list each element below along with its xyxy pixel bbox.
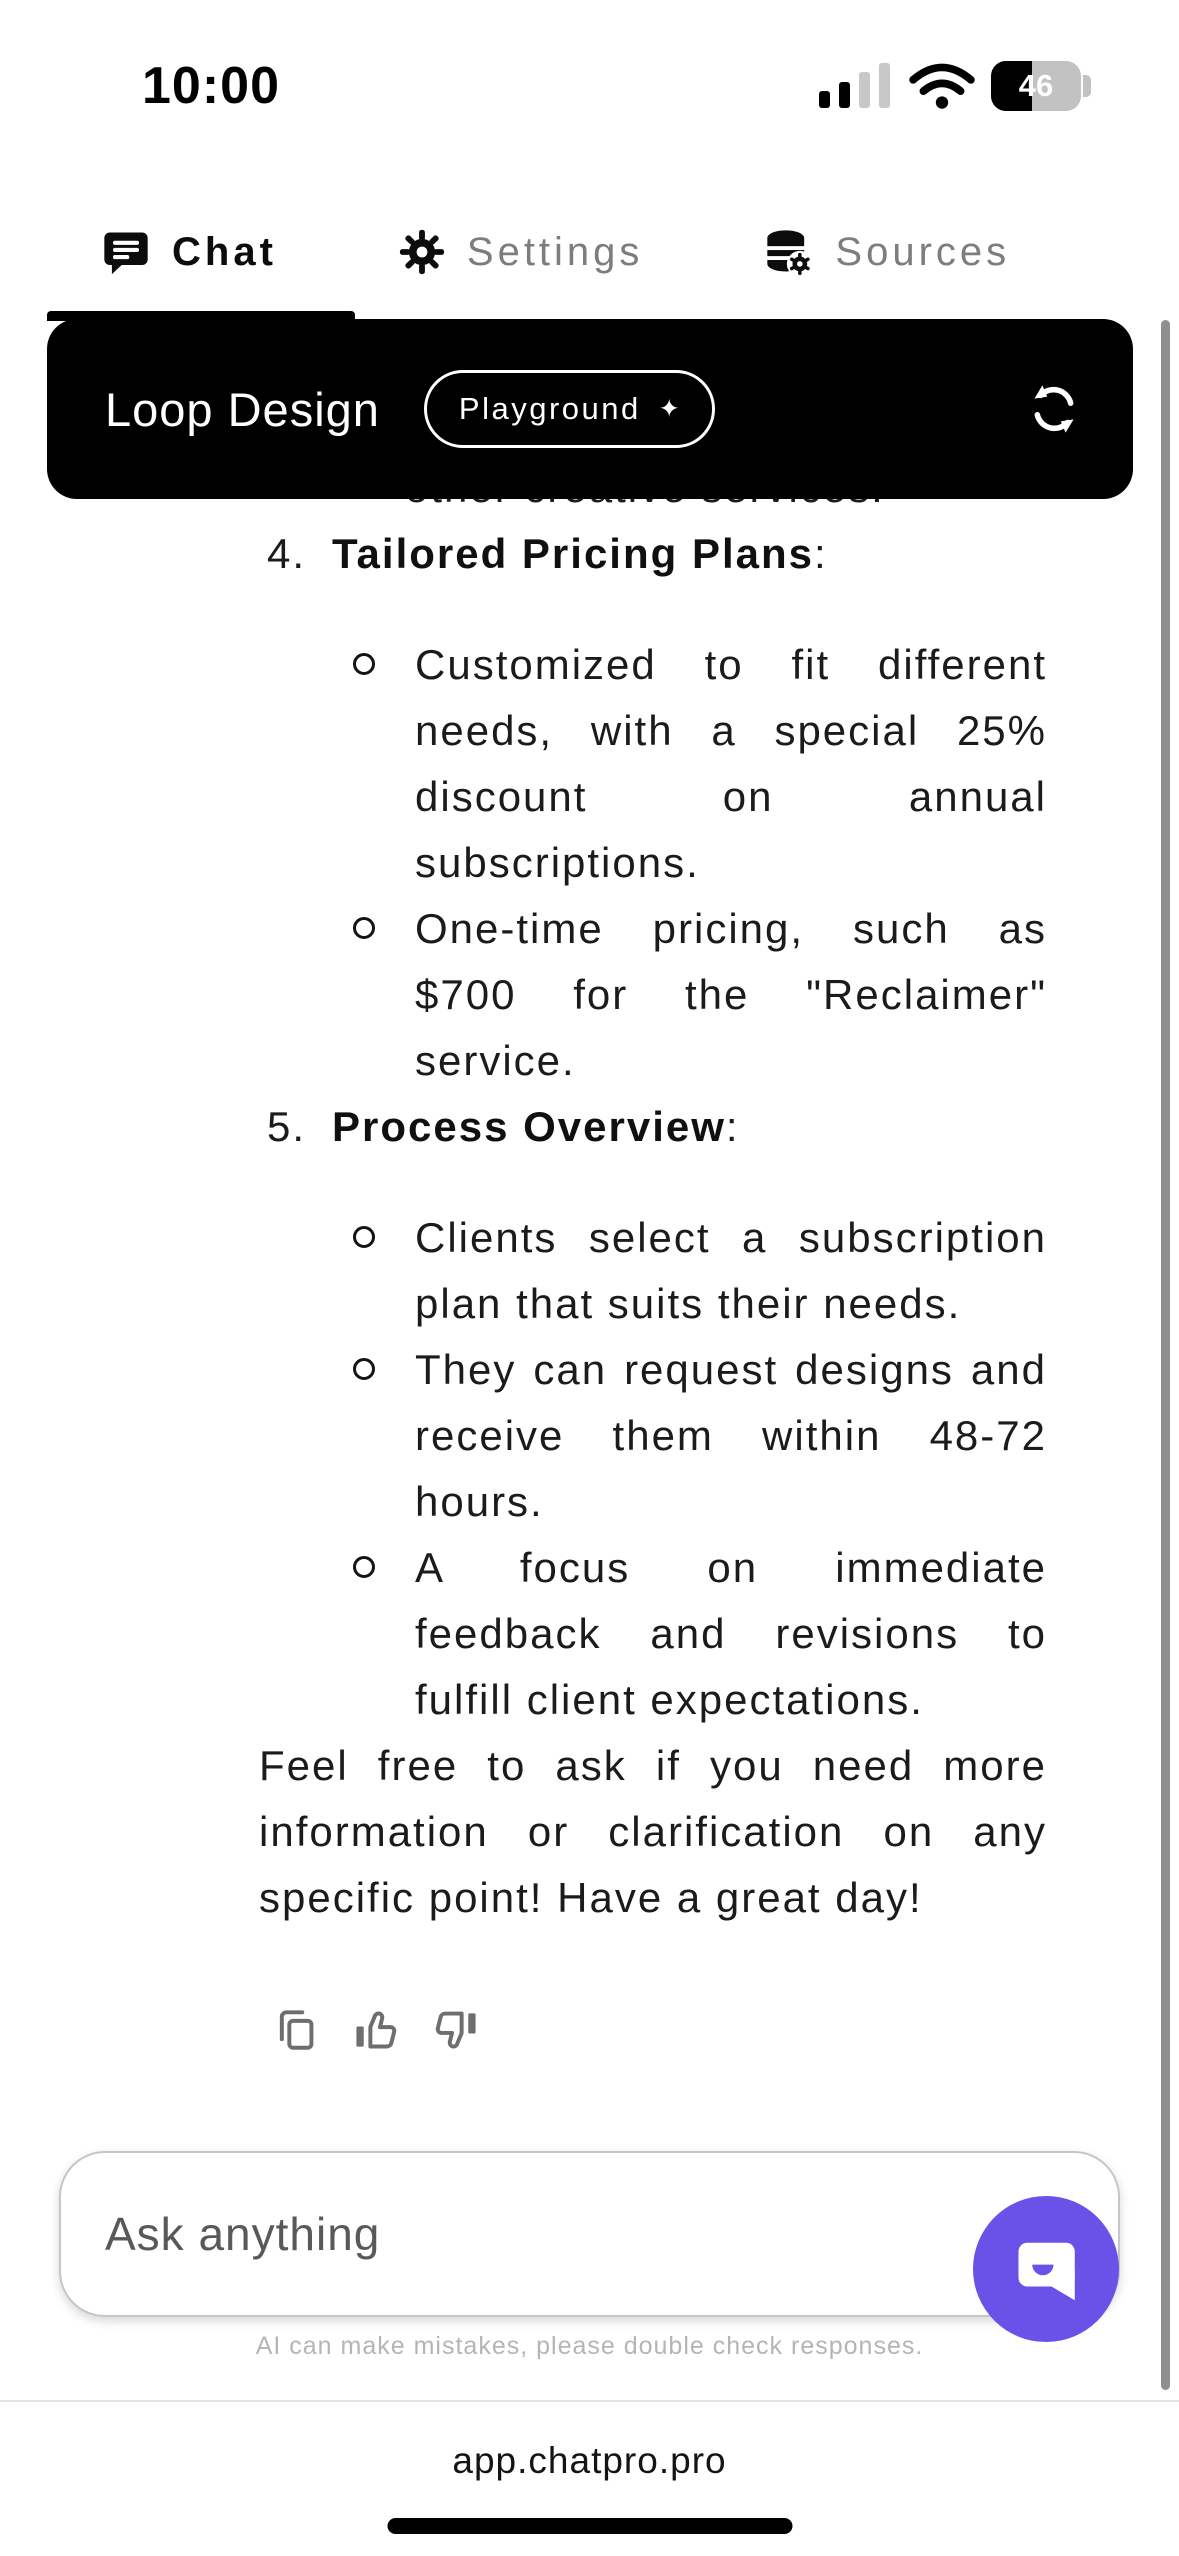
tab-settings-label: Settings — [466, 229, 644, 274]
cellular-signal-icon — [819, 60, 893, 112]
database-icon — [763, 226, 815, 278]
list-title: Tailored Pricing Plans — [332, 530, 815, 577]
battery-nub — [1083, 75, 1091, 97]
tab-chat[interactable] — [100, 226, 277, 278]
scrollbar-thumb[interactable] — [1161, 320, 1170, 2390]
list-item-heading-5 — [259, 1094, 1047, 1160]
tab-bar — [100, 212, 1179, 292]
status-icons — [819, 60, 1091, 112]
bullet-item: Clients select a subscription plan that suits their needs. — [259, 1205, 1047, 1337]
thumbs-up-button[interactable] — [351, 2005, 401, 2055]
bullet-item: Customized to fit different needs, with a special 25% discount on annual subscriptions. — [259, 632, 1047, 896]
gear-icon — [397, 227, 447, 277]
list-item-heading-4 — [259, 521, 1047, 587]
tab-sources-label: Sources — [835, 229, 1011, 274]
chat-bubble-smile-icon — [1006, 2229, 1086, 2309]
battery-percent: 46 — [1018, 68, 1054, 103]
thumbs-down-icon — [431, 2005, 481, 2055]
thumbs-down-button[interactable] — [431, 2005, 481, 2055]
copy-button[interactable] — [271, 2005, 321, 2055]
browser-bottom-bar — [0, 2400, 1179, 2556]
copy-icon — [271, 2005, 321, 2055]
playground-button[interactable] — [424, 370, 715, 448]
heading-colon: : — [725, 1103, 740, 1150]
playground-label: Playground — [458, 391, 641, 426]
bullet-item: A focus on immediate feedback and revisions to fulfill client expectations. — [259, 1535, 1047, 1733]
active-tab-indicator — [47, 311, 355, 321]
sparkle-icon: ✦ — [658, 395, 680, 423]
status-bar — [0, 42, 1179, 132]
battery-indicator — [991, 61, 1091, 111]
bullet-item: They can request designs and receive them within 48-72 hours. — [259, 1337, 1047, 1535]
tab-sources[interactable] — [763, 226, 1010, 278]
refresh-button[interactable] — [1025, 380, 1083, 438]
closing-paragraph: Feel free to ask if you need more information or clarification on any specific point! Have a great day! — [259, 1742, 1047, 1921]
page-title: Loop Design — [105, 382, 380, 436]
assistant-message — [259, 455, 1047, 2055]
list-number: 5. — [267, 1103, 307, 1150]
chat-bubble-icon — [100, 226, 152, 278]
status-time: 10:00 — [142, 57, 280, 115]
heading-colon: : — [814, 530, 828, 577]
home-indicator[interactable] — [387, 2518, 792, 2534]
composer — [59, 2151, 1120, 2317]
refresh-icon — [1025, 380, 1083, 438]
chat-header — [47, 319, 1133, 499]
tab-chat-label: Chat — [172, 229, 277, 274]
bullet-item: One-time pricing, such as $700 for the "Reclaimer" service. — [259, 896, 1047, 1094]
message-actions — [271, 2005, 1047, 2055]
thumbs-up-icon — [351, 2005, 401, 2055]
wifi-icon — [909, 62, 975, 110]
list-title: Process Overview — [332, 1103, 726, 1150]
chat-input[interactable] — [61, 2153, 1118, 2315]
address-bar[interactable]: app.chatpro.pro — [452, 2440, 727, 2481]
chat-widget-button[interactable] — [973, 2196, 1119, 2342]
list-number: 4. — [267, 530, 307, 577]
ai-disclaimer: AI can make mistakes, please double check responses. — [255, 2332, 924, 2360]
tab-settings[interactable] — [397, 227, 644, 277]
